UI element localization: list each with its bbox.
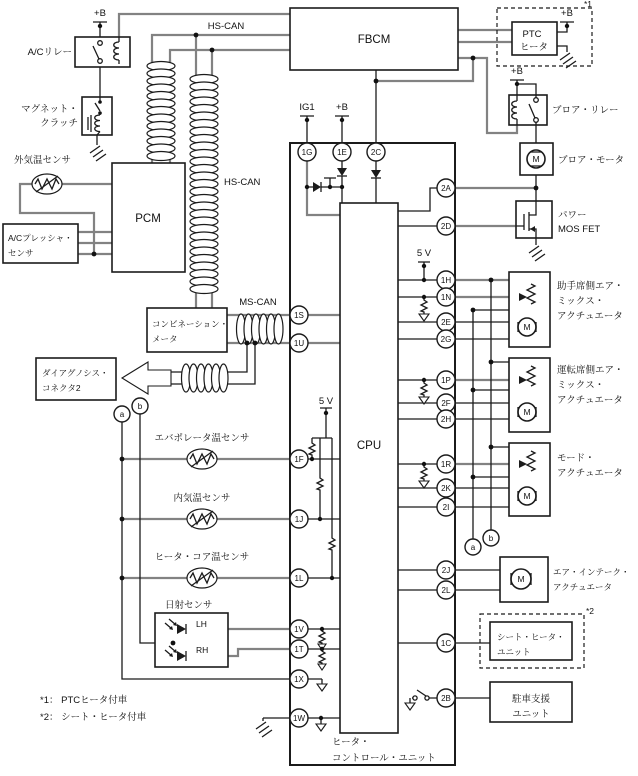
diagnosis-label-2: コネクタ2 [42,383,81,393]
mode-label-2: アクチュエータ [557,468,623,479]
driver-label-2: ミックス・ [557,380,605,391]
svg-text:1F: 1F [294,455,304,464]
connector-1V [290,620,308,638]
connector-1E [333,143,351,161]
connector-2A [437,179,455,197]
connector-2J [437,561,455,579]
five-v-right-label: 5 V [416,248,432,259]
power-fet-label-2: MOS FET [558,224,601,235]
lh-label: LH [196,619,207,629]
star2-mark: *2 [586,606,595,616]
outside-air-sensor-label: 外気温センサ [14,155,72,166]
parking-label-2: ユニット [512,709,550,720]
connector-1H [437,271,455,289]
svg-text:1P: 1P [441,376,451,385]
connector-2L [437,581,455,599]
plus-b-ptc-label: +B [561,8,573,19]
connector-2D [437,217,455,235]
unit-label-2: コントロール・ユニット [332,753,436,764]
svg-text:1J: 1J [294,515,304,524]
connector-b [483,530,499,546]
seat-label-1: シート・ヒータ・ [497,632,565,642]
cpu-label: CPU [356,440,382,452]
connector-2F [437,394,455,412]
mode-label-1: モード・ [557,453,595,464]
svg-text:1R: 1R [440,460,452,469]
power-mosfet-box [516,201,552,238]
blower-relay-box [509,95,547,125]
svg-text:a: a [470,543,476,552]
ac-relay-label: A/Cリレー [27,47,72,58]
svg-text:2L: 2L [441,586,451,595]
outside-air-thermistor [32,174,62,194]
connector-1X [290,670,308,688]
driver-label-3: アクチュエータ [557,395,623,406]
note2-text: *2： シート・ヒータ付車 [40,712,147,723]
connector-1F [290,450,308,468]
connector-2K [437,479,455,497]
svg-text:2J: 2J [441,566,451,575]
connector-a [465,539,481,555]
note1-text: *1： PTCヒータ付車 [40,695,128,706]
passenger-label-3: アクチュエータ [557,311,623,322]
connector-2G [437,330,455,348]
svg-text:2B: 2B [441,694,451,703]
ptc-label-1: PTC [522,29,542,40]
connector-1L [290,569,308,587]
svg-text:1E: 1E [337,148,347,157]
svg-text:2A: 2A [441,184,451,193]
plus-b-acrelay-label: +B [94,8,106,19]
evaporator-sensor-label: エバポレータ温センサ [154,433,250,444]
rh-label: RH [196,645,209,655]
connector-2B [437,689,455,707]
plus-b-blower-label: +B [511,66,523,77]
mode-motor-letter: M [523,491,531,501]
connector-2H [437,410,455,428]
svg-text:1G: 1G [301,148,313,157]
heater-core-sensor-label: ヒータ・コア温センサ [154,552,250,563]
ac-pressure-label-2: センサ [8,248,34,258]
pcm-label: PCM [135,213,161,225]
connector-2I [437,498,455,516]
intake-label-2: アクチュエータ [553,582,612,592]
diagnosis-connector-box [36,358,116,400]
svg-text:1L: 1L [294,574,304,583]
combi-meter-label-1: コンビネーション・ [152,319,229,329]
seat-label-2: ユニット [497,647,531,657]
svg-text:1U: 1U [293,339,305,348]
passenger-label-2: ミックス・ [557,296,605,307]
heater-core-thermistor [187,568,217,588]
svg-text:1N: 1N [440,293,452,302]
five-v-left-label: 5 V [318,396,334,407]
svg-text:1V: 1V [294,625,304,634]
connector-1G [298,143,316,161]
svg-text:2G: 2G [440,335,452,344]
driver-label-1: 運転席側エア・ [557,365,624,376]
svg-text:1T: 1T [294,645,304,654]
ac-pressure-label-1: A/Cプレッシャ・ [8,233,73,243]
inside-air-sensor-label: 内気温センサ [173,493,231,504]
svg-text:1S: 1S [294,311,304,320]
connector-1C [437,634,455,652]
unit-label-1: ヒータ・ [332,737,370,748]
diode-symbols [313,168,381,192]
svg-text:1W: 1W [293,714,305,723]
svg-text:1H: 1H [440,276,452,285]
ig1-label: IG1 [299,102,315,113]
connector-2E [437,313,455,331]
svg-text:2I: 2I [442,503,450,512]
connector-1J [290,510,308,528]
evaporator-thermistor [187,449,217,469]
sunlight-sensor-box [155,613,228,667]
intake-label-1: エア・インテーク・ [553,567,630,577]
passenger-label-1: 助手席側エア・ [557,281,624,292]
connector-1U [290,334,308,352]
magnet-clutch-label-2: クラッチ [40,118,78,129]
connector-1W [290,709,308,727]
svg-text:2H: 2H [440,415,452,424]
combination-meter-box [147,308,227,352]
hs-can-top-label: HS-CAN [207,21,245,32]
intake-motor-letter: M [517,574,525,584]
connector-1S [290,306,308,324]
parking-label-1: 駐車支援 [511,694,551,705]
blower-motor-letter: M [532,154,540,164]
connector-1R [437,455,455,473]
svg-text:2F: 2F [441,399,451,408]
svg-text:b: b [488,534,494,543]
svg-text:a: a [119,410,125,419]
connector-a [114,406,130,422]
svg-text:1X: 1X [294,675,304,684]
connector-1T [290,640,308,658]
blower-motor-label: ブロア・モータ [558,155,625,166]
svg-text:b: b [137,402,143,411]
svg-text:2E: 2E [441,318,451,327]
star1-mark: *1 [584,0,593,9]
fbcm-label: FBCM [357,34,391,46]
connector-1N [437,288,455,306]
blower-relay-label: ブロア・リレー [552,105,619,116]
ms-can-label: MS-CAN [239,297,277,308]
diagnosis-label-1: ダイアグノシス・ [42,368,109,378]
diagnosis-arrow-icon [122,362,171,394]
magnet-clutch-label-1: マグネット・ [21,104,78,115]
sunlight-sensor-label: 日射センサ [165,600,213,611]
inside-air-thermistor [187,509,217,529]
passenger-motor-letter: M [523,322,531,332]
power-fet-label-1: パワー [558,210,587,221]
ptc-label-2: ヒータ [519,42,549,53]
connector-2C [367,143,385,161]
svg-text:2K: 2K [441,484,451,493]
hs-can-mid-label: HS-CAN [224,177,261,188]
connector-b [132,398,148,414]
svg-text:2D: 2D [440,222,452,231]
svg-text:1C: 1C [440,639,452,648]
svg-text:2C: 2C [370,148,382,157]
combi-meter-label-2: メータ [152,334,178,344]
connector-1P [437,371,455,389]
cpu-box [340,203,398,733]
plus-b-unit-label: +B [336,102,348,113]
driver-motor-letter: M [523,407,531,417]
parking-switch-symbol [413,696,429,700]
